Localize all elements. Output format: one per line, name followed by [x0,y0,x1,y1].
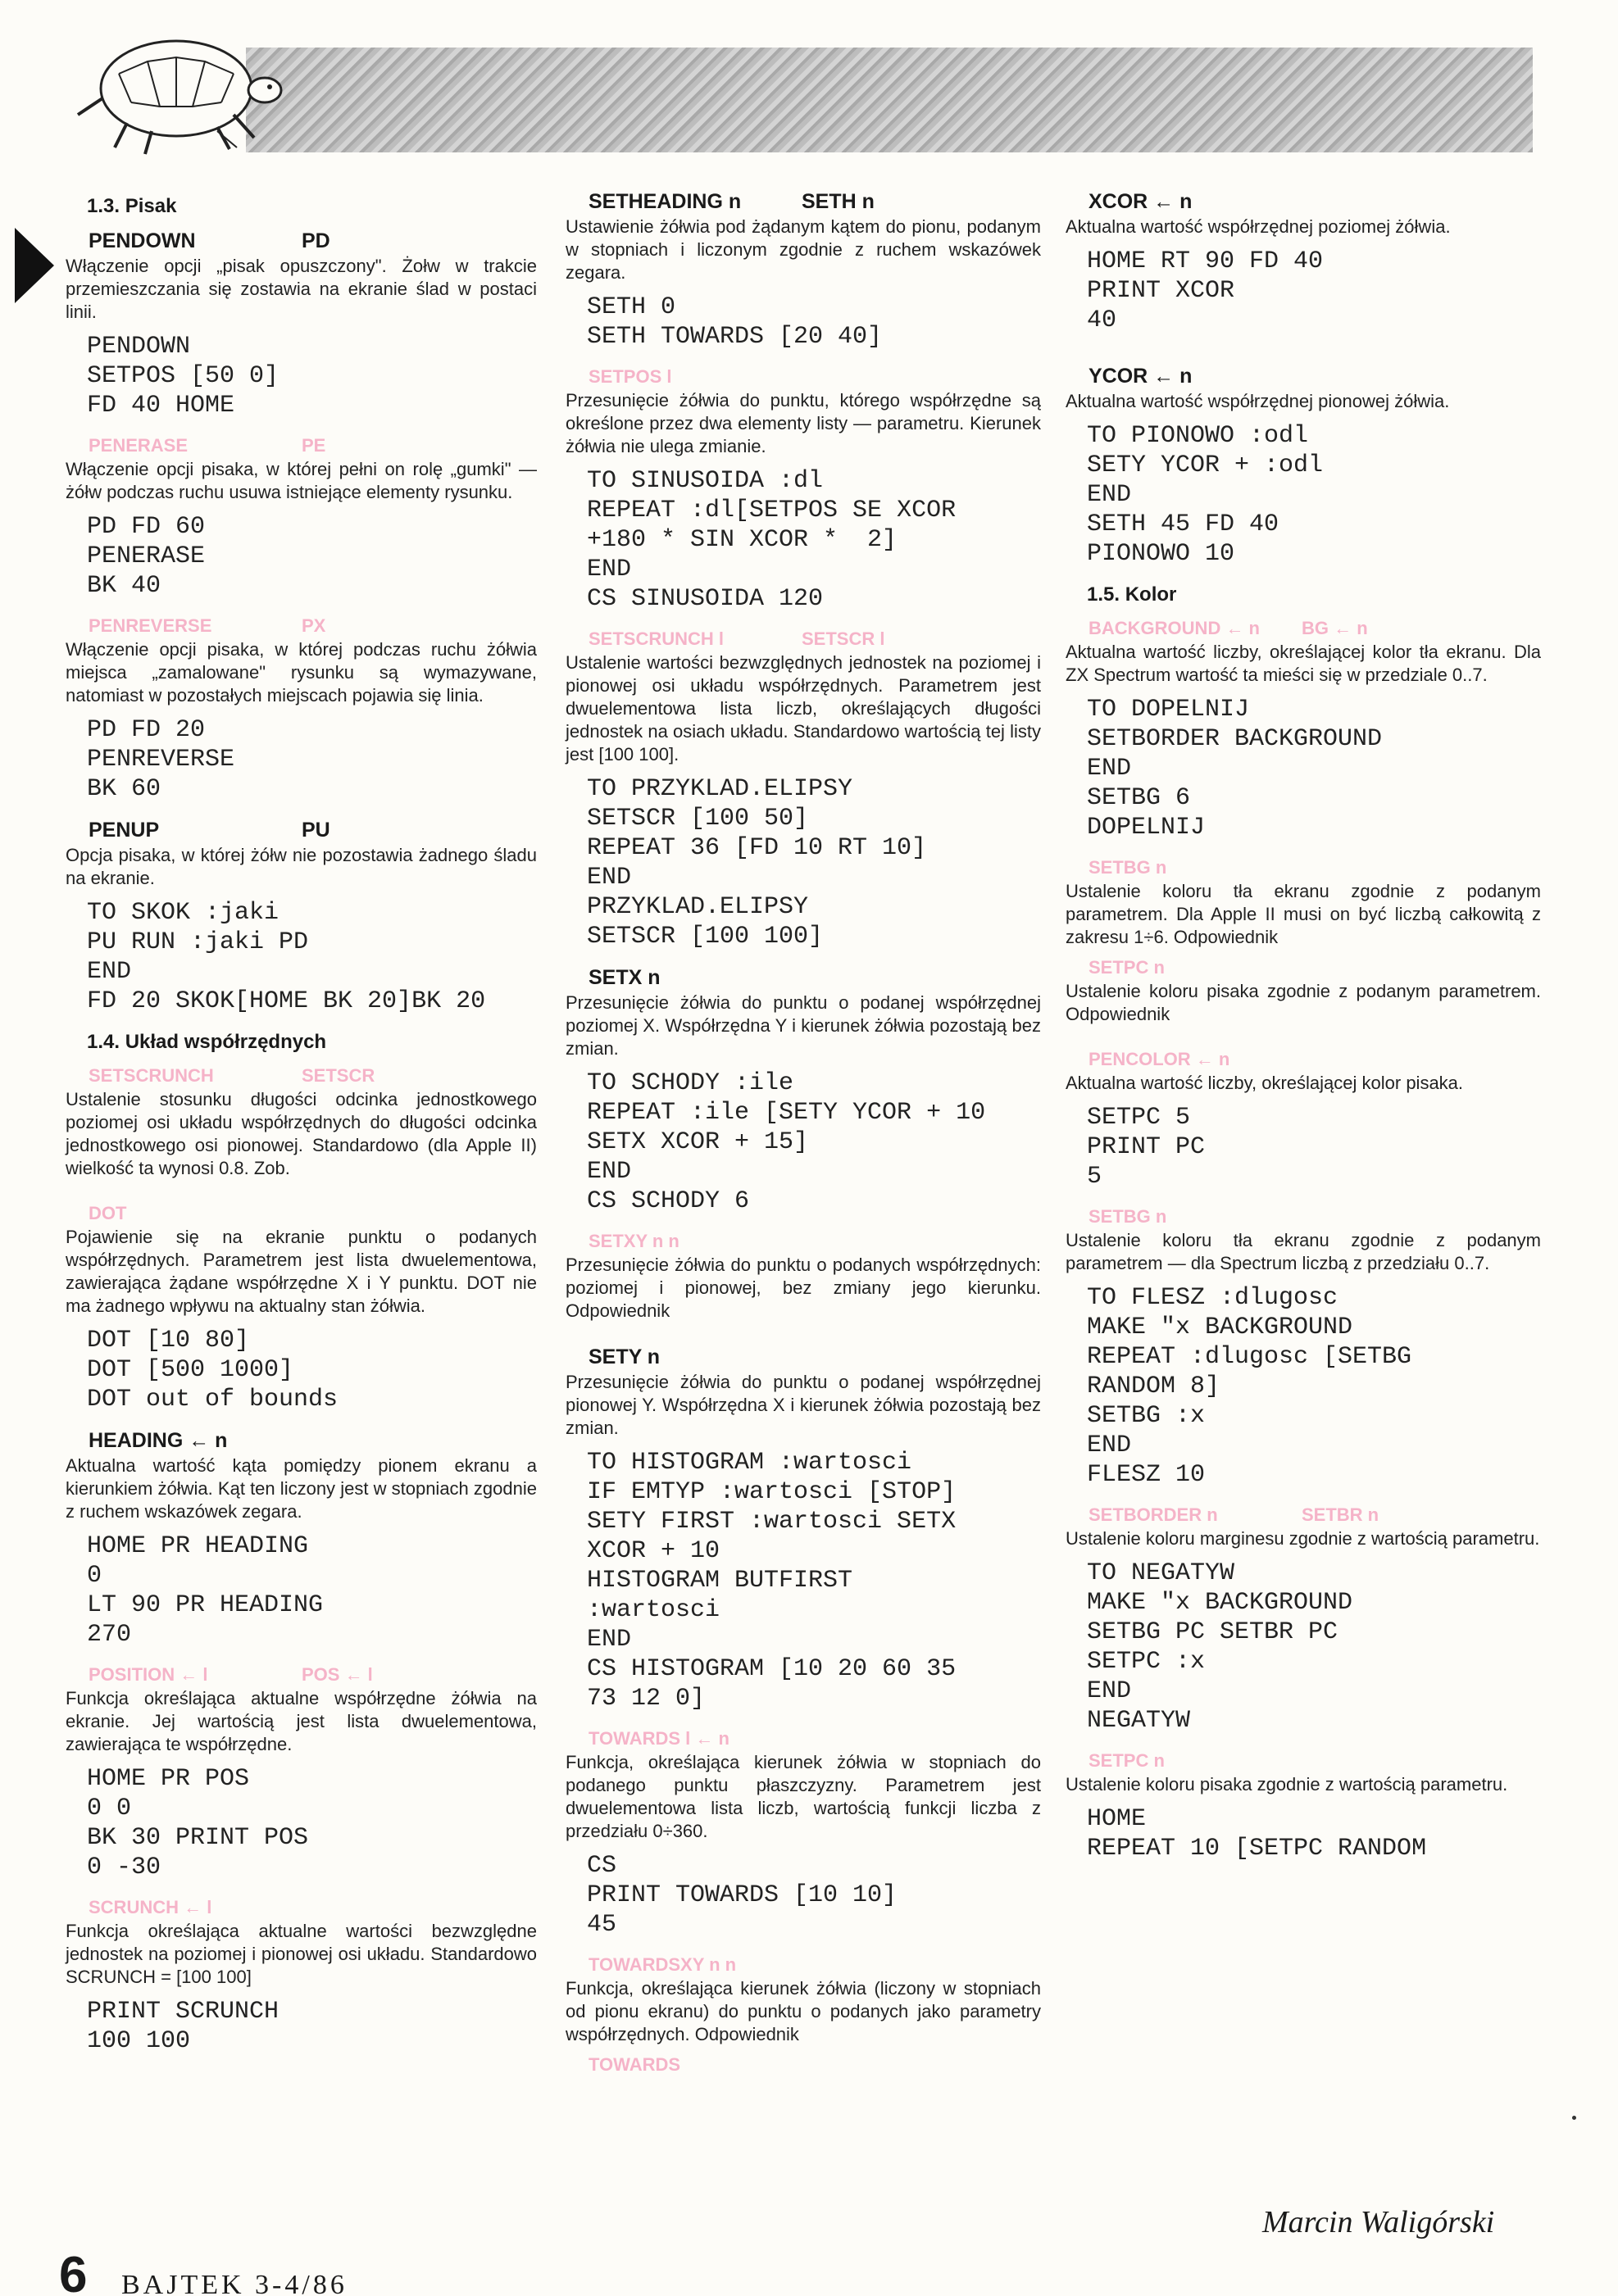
desc-setpos: Przesunięcie żółwia do punktu, którego współrzędne są określone przez dwa elementy listy — parametru. Kierunek żółwia nie ulega zmianie. [566,390,1041,456]
cmd-setbg: SETBG n [1089,857,1167,878]
header-band [246,48,1533,152]
code-position: HOME PR POS 0 0 BK 30 PRINT POS 0 -30 [87,1765,309,1881]
desc-setscrunch: Ustalenie stosunku długości odcinka jednostkowego poziomej osi układu współrzędnych do długości odcinka jednostkowego osi pionowej. Standardowo (dla Apple II) wielkość ta wynosi 0.8. Zob. [66,1089,537,1178]
cmd-xcor: XCOR ← n [1089,190,1193,213]
desc-setbg: Ustalenie koloru tła ekranu zgodnie z podanym parametrem — dla Spectrum liczbą z przedziału 0..7. [1066,1230,1541,1273]
turtle-icon [70,25,283,160]
cmd-towardsxy: TOWARDSXY n n [589,1954,737,1975]
cmd-setscrunch: SETSCRUNCH l SETSCR l [589,628,885,649]
cmd-towards-trail: TOWARDS [589,2054,681,2075]
author-signature: Marcin Waligórski [1262,2205,1495,2239]
code-pendown: PENDOWN SETPOS [50 0] FD 40 HOME [87,333,280,420]
desc-background: Aktualna wartość liczby, określającej kolor tła ekranu. Dla ZX Spectrum wartość ta mieści się w przedziale 0..7. [1066,642,1541,685]
code-sety: TO HISTOGRAM :wartosci IF EMTYP :wartosci [STOP] SETY FIRST :wartosci SETX XCOR + 10 HISTOGRAM BUTFIRST :wartosci END CS HISTOGRAM [10 20 60 35 73 12 0] [587,1449,957,1713]
desc-setpc: Ustalenie koloru pisaka zgodnie z wartością parametru. [1066,1774,1508,1795]
desc-setscrunch: Ustalenie wartości bezwzględnych jednostek na poziomej i pionowej osi układu współrzędnych. Parametrem jest dwuelementowa lista liczb, określających długości jednostek na osiach układu. Standardowo wartością tej listy jest [100 100]. [566,652,1041,765]
magazine-issue: BAJTEK 3-4/86 [121,2270,348,2296]
desc-setheading: Ustawienie żółwia pod żądanym kątem do pionu, podanym w stopniach i liczonym zgodnie z ruchem wskazówek zegara. [566,216,1041,283]
code-setscrunch: TO PRZYKLAD.ELIPSY SETSCR [100 50] REPEAT 36 [FD 10 RT 10] END PRZYKLAD.ELIPSY SETSCR [100 100] [587,775,927,951]
cmd-position: POSITION ← l POS ← l [89,1664,373,1685]
desc-setxy: Przesunięcie żółwia do punktu o podanych współrzędnych: poziomej i pionowej, bez zmiany jego kierunku. Odpowiednik [566,1255,1041,1321]
cmd-setheading: SETHEADING n SETH n [589,190,875,213]
desc-towards: Funkcja, określająca kierunek żółwia w stopniach do podanego punktu płaszczyzny. Parametrem jest dwuelementowa lista liczb, wartością funkcji liczba z przedziału 0÷360. [566,1752,1041,1841]
cmd-heading: HEADING ← n [89,1429,228,1452]
code-xcor: HOME RT 90 FD 40 PRINT XCOR 40 [1087,247,1324,334]
cmd-setbg: SETBG n [1089,1206,1167,1227]
cmd-setx: SETX n [589,966,661,989]
cmd-pendown: PENDOWN PD [89,229,330,252]
desc-pendown: Włączenie opcji „pisak opuszczony". Żołw w trakcie przemieszczania się zostawia na ekranie ślad w postaci linii. [66,256,537,322]
code-background: TO DOPELNIJ SETBORDER BACKGROUND END SETBG 6 DOPELNIJ [1087,696,1383,842]
code-heading: HOME PR HEADING 0 LT 90 PR HEADING 270 [87,1532,324,1649]
code-setpos: TO SINUSOIDA :dl REPEAT :dl[SETPOS SE XCOR +180 * SIN XCOR * 2] END CS SINUSOIDA 120 [587,467,957,613]
code-setborder: TO NEGATYW MAKE "x BACKGROUND SETBG PC SETBR PC SETPC :x END NEGATYW [1087,1559,1353,1735]
column-1 [66,190,537,2071]
desc-towardsxy: Funkcja, określająca kierunek żółwia (liczony w stopniach od pionu ekranu) do punktu o podanych jako parametry współrzędnych. Odpowiednik [566,1978,1041,2044]
code-setbg: TO FLESZ :dlugosc MAKE "x BACKGROUND REPEAT :dlugosc [SETBG RANDOM 8] SETBG :x END FLESZ 10 [1087,1284,1412,1489]
cmd-setxy: SETXY n n [589,1231,679,1251]
code-pencolor: SETPC 5 PRINT PC 5 [1087,1104,1206,1191]
desc-position: Funkcja określająca aktualne współrzędne żółwia na ekranie. Jej wartością jest lista dwuelementowa, zawierająca te współrzędne. [66,1688,537,1754]
cmd-setscrunch: SETSCRUNCH SETSCR [89,1065,375,1086]
desc-scrunch: Funkcja określająca aktualne wartości bezwzględne jednostek na poziomej i pionowej osi układu. Standardowo SCRUNCH = [100 100] [66,1921,537,1987]
page-number: 6 [59,2255,88,2296]
code-setheading: SETH 0 SETH TOWARDS [20 40] [587,293,883,351]
ink-dot [1572,2116,1576,2120]
code-scrunch: PRINT SCRUNCH 100 100 [87,1998,280,2055]
code-penreverse: PD FD 20 PENREVERSE BK 60 [87,716,235,803]
desc-setbg: Ustalenie koloru tła ekranu zgodnie z podanym parametrem. Dla Apple II musi on być liczbą całkowitą z zakresu 1÷6. Odpowiednik [1066,881,1541,947]
code-ycor: TO PIONOWO :odl SETY YCOR + :odl END SETH 45 FD 40 PIONOWO 10 [1087,422,1324,568]
cmd-background: BACKGROUND ← n BG ← n [1089,618,1368,638]
code-dot: DOT [10 80] DOT [500 1000] DOT out of bounds [87,1327,339,1413]
arrow-marker-icon [15,228,54,303]
desc-penreverse: Włączenie opcji pisaka, w której podczas ruchu żółwia miejsca „zamalowane" rysunku są wymazywane, natomiast w pozostałych miejscach pojawia się linia. [66,639,537,706]
desc-setborder: Ustalenie koloru marginesu zgodnie z wartością parametru. [1066,1528,1540,1549]
column-3 [1066,190,1541,1878]
cmd-ycor: YCOR ← n [1089,365,1193,388]
cmd-penerase: PENERASE PE [89,435,326,456]
cmd-setpc: SETPC n [1089,1750,1165,1771]
desc-setx: Przesunięcie żółwia do punktu o podanej współrzędnej poziomej X. Współrzędna Y i kierunek żółwia pozostają bez zmian. [566,992,1041,1059]
desc-xcor: Aktualna wartość współrzędnej poziomej żółwia. [1066,216,1451,237]
code-towards: CS PRINT TOWARDS [10 10] 45 [587,1852,898,1939]
cmd-scrunch: SCRUNCH ← l [89,1897,212,1917]
cmd-dot: DOT [89,1203,127,1223]
desc-setpc: Ustalenie koloru pisaka zgodnie z podanym parametrem. Odpowiednik [1066,981,1541,1024]
desc-dot: Pojawienie się na ekranie punktu o podanych współrzędnych. Parametrem jest lista dwuelementowa, zawierająca żądane współrzędne X i Y punktu. DOT nie ma żadnego wpływu na aktualny stan żółwia. [66,1227,537,1316]
desc-pencolor: Aktualna wartość liczby, określającej kolor pisaka. [1066,1073,1464,1093]
cmd-setpc: SETPC n [1089,957,1165,978]
section-title: 1.5. Kolor [1087,583,1177,606]
cmd-penup: PENUP PU [89,819,330,842]
column-2 [566,190,1041,2077]
cmd-setborder: SETBORDER n SETBR n [1089,1504,1379,1525]
desc-penup: Opcja pisaka, w której żółw nie pozostawia żadnego śladu na ekranie. [66,845,537,888]
cmd-penreverse: PENREVERSE PX [89,615,326,636]
code-setpc: HOME REPEAT 10 [SETPC RANDOM [1087,1805,1427,1863]
section-title: 1.3. Pisak [87,195,177,217]
desc-heading: Aktualna wartość kąta pomiędzy pionem ekranu a kierunkiem żółwia. Kąt ten liczony jest w stopniach zgodnie z ruchem wskazówek zegara. [66,1455,537,1522]
desc-sety: Przesunięcie żółwia do punktu o podanej współrzędnej pionowej Y. Współrzędna X i kierunek żółwia pozostają bez zmian. [566,1372,1041,1438]
cmd-pencolor: PENCOLOR ← n [1089,1049,1230,1069]
desc-penerase: Włączenie opcji pisaka, w której pełni on rolę „gumki" — żółw podczas ruchu usuwa istniejące elementy rysunku. [66,459,537,502]
desc-ycor: Aktualna wartość współrzędnej pionowej żółwia. [1066,391,1450,411]
cmd-setpos: SETPOS l [589,366,672,387]
code-setx: TO SCHODY :ile REPEAT :ile [SETY YCOR + 10 SETX XCOR + 15] END CS SCHODY 6 [587,1069,986,1215]
code-penerase: PD FD 60 PENERASE BK 40 [87,513,206,600]
code-penup: TO SKOK :jaki PU RUN :jaki PD END FD 20 SKOK[HOME BK 20]BK 20 [87,899,486,1015]
cmd-sety: SETY n [589,1345,661,1368]
section-title: 1.4. Układ współrzędnych [87,1031,327,1053]
cmd-towards: TOWARDS l ← n [589,1728,729,1749]
